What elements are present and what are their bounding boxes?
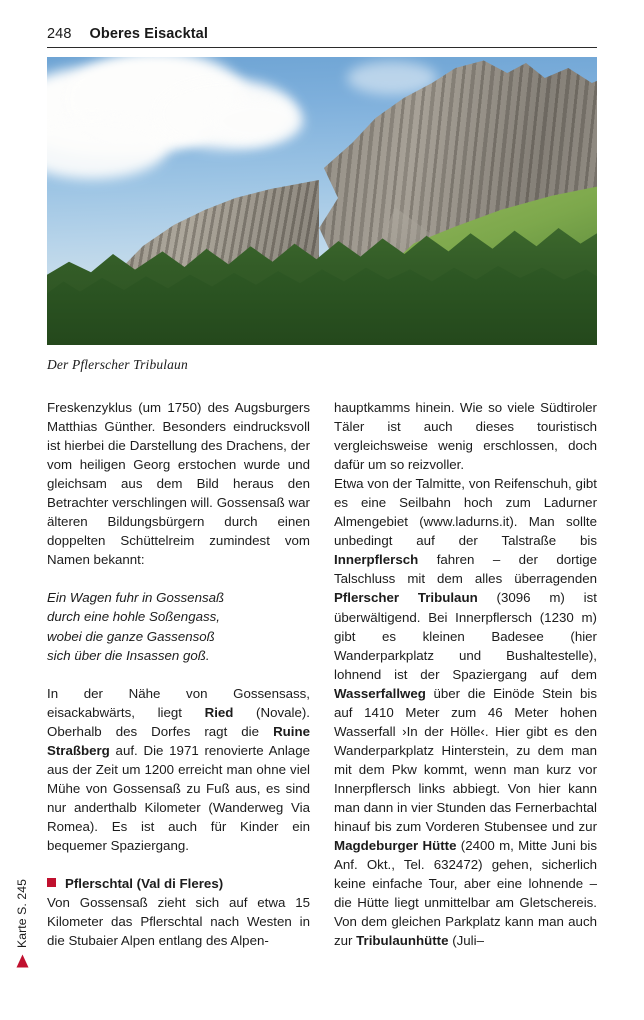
header-divider (47, 47, 597, 48)
emphasis-term: Magdeburger Hütte (334, 838, 457, 854)
section-heading-label: Pflerschtal (Val di Fleres) (65, 876, 224, 892)
text-run: (2400 m, Mitte Juni bis Anf. Okt., Tel. 632472) gehen, sicherlich keine einfache Tour, aber eine lohnende – die Hütte liegt unmittelbar am Gletschereis. Von dem gleichen Parkplatz kann man auch zur (334, 838, 597, 949)
verse-line: wobei die ganze Gassensoß (47, 628, 215, 644)
text-run: (3096 m) ist überwältigend. Bei Innerpflersch (1230 m) gibt es kleinen Badesee (hier Wanderparkplatz und Bushaltestelle), lohnend ist der Spaziergang auf dem (334, 590, 597, 682)
verse-line: Ein Wagen fuhr in Gossensaß (47, 590, 225, 606)
chapter-title: Oberes Eisacktal (89, 26, 208, 42)
triangle-marker-icon (16, 955, 28, 968)
page-number: 248 (47, 26, 72, 42)
paragraph: Von Gossensaß zieht sich auf etwa 15 Kilometer das Pflerschtal nach Westen in die Stubaier Alpen entlang des Alpen- (47, 895, 310, 949)
paragraph: Freskenzyklus (um 1750) des Augsburgers Matthias Günther. Besonders eindrucksvoll ist hierbei die Darstellung des Drachens, der vom heiligen Georg erstochen wurde und gleichsam aus dem Bild heraus den Betrachter verschlingen will. Gossensaß war älteren Bildungsbürgern durch einen doppelten Schüttelreim zumindest vom Namen bekannt: (47, 400, 310, 568)
margin-map-label: Karte S. 245 (15, 879, 29, 948)
paragraph (334, 474, 597, 950)
text-run: (Novale). Oberhalb des Dorfes ragt die (47, 704, 310, 739)
verse-line: durch eine hohle Soßengass, (47, 609, 220, 625)
text-run: auf. Die 1971 renovierte Anlage aus der Zeit um 1200 erreicht man ohne viel Mühe von Gossensaß zu Fuß aus, es sind nur anderthalb Kilometer (Wanderweg Via Romea). Es ist auch für Kinder ein bequemer Spaziergang. (47, 742, 310, 853)
body-column-right (334, 398, 597, 950)
verse-line: sich über die Insassen goß. (47, 647, 210, 663)
emphasis-term: Pflerscher Tribulaun (334, 590, 478, 606)
text-run: Etwa von der Talmitte, von Reifenschuh, gibt es eine Seilbahn hoch zum Ladurner Almengebiet (www.ladurns.it). Man sollte unbedingt auf der Talstraße bis (334, 476, 597, 549)
emphasis-term: Wasserfallweg (334, 685, 426, 701)
mountain-photo (47, 57, 597, 345)
emphasis-term: Ruine Straßberg (47, 723, 310, 758)
body-column-left (47, 398, 310, 950)
paragraph (47, 684, 310, 855)
paragraph: hauptkamms hinein. Wie so viele Südtiroler Täler ist auch dieses touristisch vergleichsweise wenig erschlossen, doch dafür um so reizvoller. (334, 400, 597, 473)
emphasis-term: Tribulaunhütte (356, 933, 449, 949)
text-run: In der Nähe von Gossensass, eisackabwärts, liegt (47, 685, 310, 720)
text-run: (Juli– (448, 933, 484, 949)
red-square-bullet-icon (47, 878, 56, 887)
section-heading (47, 874, 310, 893)
verse-block (47, 588, 310, 664)
text-run: fahren – der dortige Talschluss mit dem alles überragenden (334, 552, 597, 587)
photo-caption: Der Pflerscher Tribulaun (47, 357, 188, 372)
text-run: über die Einöde Stein bis auf 1410 Meter zum 46 Meter hohen Wasserfall ›In der Hölle‹. Hier gibt es den Wanderparkplatz Hinterstein, zu dem man mit dem Pkw kommt, wenn man kurz vor Innerpflersch links abbiegt. Von hier kann man dann in vier Stunden das Fernerbachtal hinauf bis zum Vorderen Stubensee und zur (334, 685, 597, 835)
emphasis-term: Ried (204, 704, 234, 720)
running-head (47, 26, 597, 42)
photo-cloud (207, 97, 303, 145)
margin-map-reference (15, 847, 29, 967)
emphasis-term: Innerpflersch (334, 552, 419, 568)
